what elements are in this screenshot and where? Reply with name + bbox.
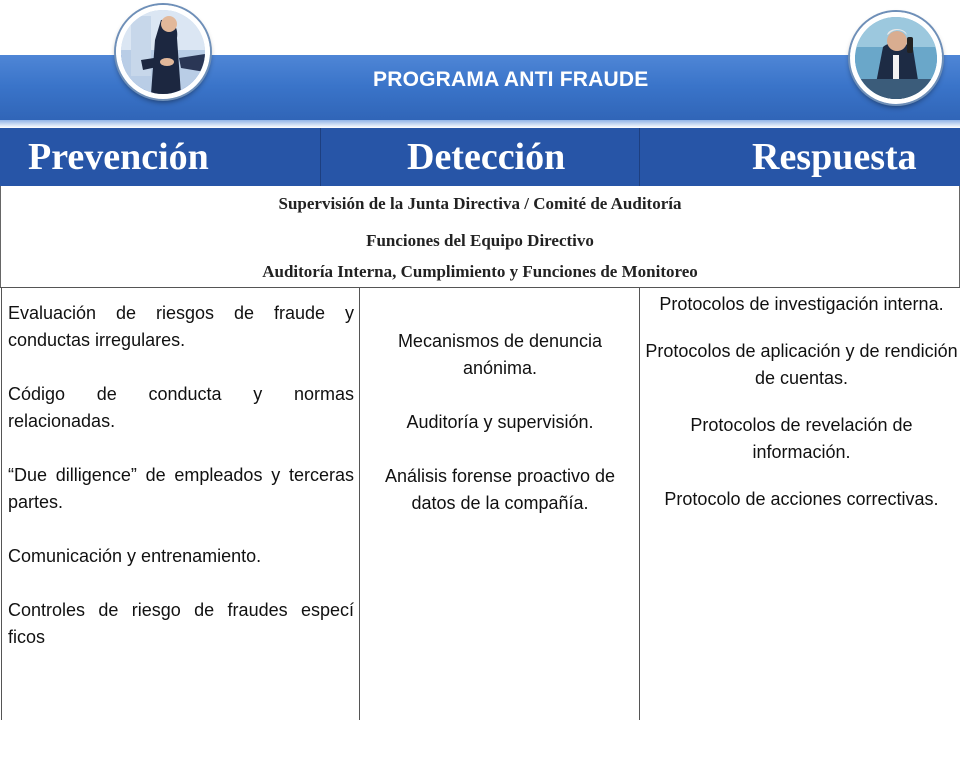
list-item: Código de conducta y normas relacionadas. xyxy=(8,384,354,431)
column-border xyxy=(1,288,2,720)
list-item: Protocolos de revelación de información. xyxy=(690,415,913,462)
table-divider xyxy=(0,287,960,288)
business-handshake-photo xyxy=(116,5,210,99)
prevention-column xyxy=(8,300,354,732)
page-title: PROGRAMA ANTI FRAUDE xyxy=(373,68,649,91)
management-functions-row: Funciones del Equipo Directivo xyxy=(366,231,594,250)
list-item: Auditoría y supervisión. xyxy=(406,412,594,432)
list-item: Evaluación de riesgos de fraude y conductas irregulares. xyxy=(8,303,354,350)
businessman-phone-photo xyxy=(850,12,942,104)
header-detection: Detección xyxy=(407,136,566,178)
header-divider xyxy=(639,128,640,186)
detection-column xyxy=(362,328,638,760)
list-item: Protocolos de investigación interna. xyxy=(659,294,944,314)
list-item: Comunicación y entrenamiento. xyxy=(8,546,262,566)
list-item: Mecanismos de denuncia anónima. xyxy=(397,331,603,378)
header-prevention: Prevención xyxy=(28,136,209,178)
internal-audit-row: Auditoría Interna, Cumplimiento y Funciones de Monitoreo xyxy=(262,262,698,281)
list-item: Controles de riesgo de fraudes especí ficos xyxy=(8,600,354,647)
board-oversight-row: Supervisión de la Junta Directiva / Comité de Auditoría xyxy=(278,194,682,213)
list-item: Protocolos de aplicación y de rendición de cuentas. xyxy=(645,341,958,388)
header-divider xyxy=(320,128,321,186)
column-border xyxy=(639,288,640,720)
banner-fade xyxy=(0,120,960,128)
list-item: Protocolo de acciones correctivas. xyxy=(664,489,939,509)
list-item: “Due dilligence” de empleados y terceras partes. xyxy=(8,465,354,512)
column-border xyxy=(359,288,360,720)
list-item: Análisis forense proactivo de datos de la compañía. xyxy=(384,466,616,513)
header-response: Respuesta xyxy=(752,136,917,178)
response-column xyxy=(643,291,960,723)
phase-header-row xyxy=(0,128,960,186)
